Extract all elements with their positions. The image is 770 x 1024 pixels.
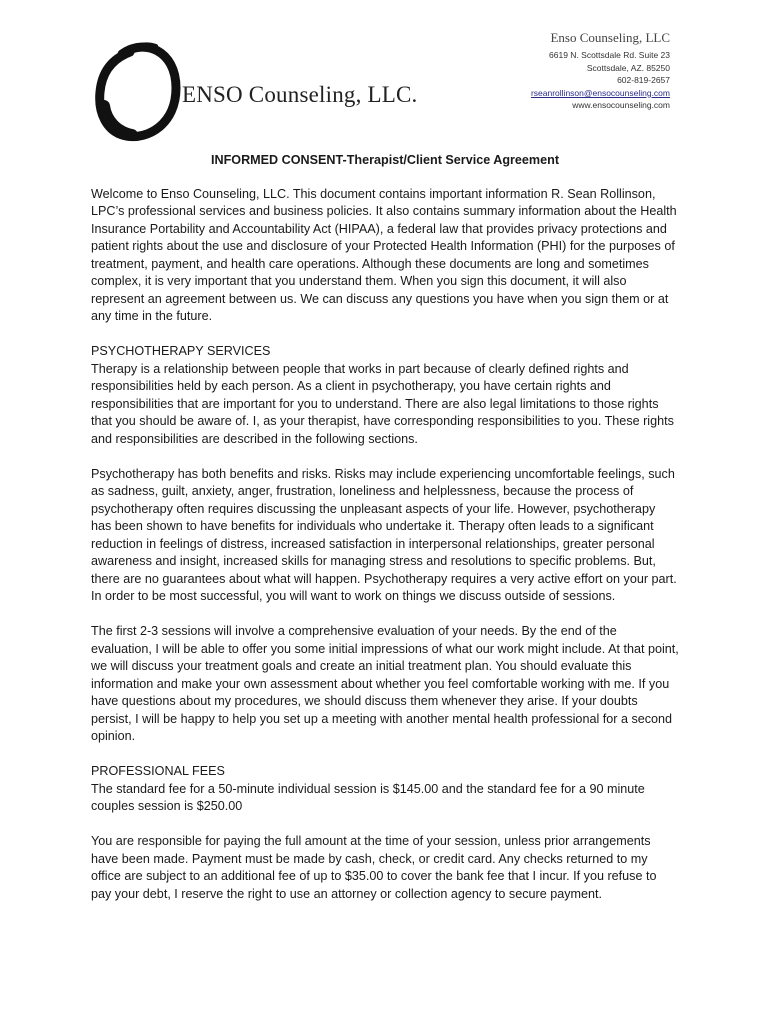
- company-name: Enso Counseling, LLC: [550, 30, 670, 45]
- intro-paragraph: Welcome to Enso Counseling, LLC. This document contains important information R. Sean Rollinson, LPC’s professional services and business policies. It also contains summary information about the Health Insurance Portability and Accountability Act (HIPAA), a federal law that provides privacy protections and patient rights about the use and disclosure of your Protected Health Information (PHI) for the purposes of treatment, payment, and health care operations. Although these documents are long and sometimes complex, it is very important that you understand them. When you sign this document, it will also represent an agreement between us. We can discuss any questions you have when you sign them or at any time in the future.: [91, 186, 677, 323]
- document-body: [91, 152, 679, 921]
- fees-paragraph-1: The standard fee for a 50-minute individual session is $145.00 and the standard fee for a 90 minute couples session is $250.00: [91, 781, 645, 813]
- logo-text: ENSO Counseling, LLC.: [182, 82, 418, 107]
- phone-number: 602-819-2657: [617, 75, 670, 86]
- psychotherapy-paragraph-3: The first 2-3 sessions will involve a comprehensive evaluation of your needs. By the end of the evaluation, I will be able to offer you some initial impressions of what our work might include. At that point, we will discuss your treatment goals and create an initial treatment plan. You should evaluate this information and make your own assessment about whether you feel comfortable working with me. If you have questions about my procedures, we should discuss them whenever they arise. If your doubts persist, I will be happy to help you set up a meeting with another mental health professional for a second opinion.: [91, 624, 679, 743]
- enso-circle-logo: [92, 36, 182, 144]
- document-title: INFORMED CONSENT-Therapist/Client Service Agreement: [210, 153, 560, 167]
- email-link[interactable]: rseanrollinson@ensocounseling.com: [530, 87, 670, 98]
- fees-paragraph-2: You are responsible for paying the full amount at the time of your session, unless prior arrangements have been made. Payment must be made by cash, check, or credit card. Any checks returned to my office are subject to an additional fee of up to $35.00 to cover the bank fee that I incur. If you refuse to pay your debt, I reserve the right to use an attorney or collection agency to secure payment.: [91, 834, 657, 901]
- psychotherapy-paragraph-2: Psychotherapy has both benefits and risks. Risks may include experiencing uncomfortable feelings, such as sadness, guilt, anxiety, anger, frustration, loneliness and helplessness, because the process of psychotherapy often requires discussing the unpleasant aspects of your life. However, psychotherapy has been shown to have benefits for individuals who undertake it. Therapy often leads to a significant reduction in feelings of distress, increased satisfaction in interpersonal relationships, greater personal awareness and insight, increased skills for managing stress and resolutions to specific problems. But, there are no guarantees about what will happen. Psychotherapy requires a very active effort on your part. In order to be most successful, you will want to work on things we discuss outside of sessions.: [91, 466, 677, 603]
- fees-heading: PROFESSIONAL FEES: [91, 764, 225, 778]
- address-line-1: 6619 N. Scottsdale Rd. Suite 23: [549, 50, 670, 60]
- website-link[interactable]: www.ensocounseling.com: [572, 100, 670, 111]
- contact-block: [410, 30, 670, 112]
- address-line-2: Scottsdale, AZ. 85250: [586, 62, 670, 73]
- psychotherapy-heading: PSYCHOTHERAPY SERVICES: [91, 344, 271, 358]
- psychotherapy-paragraph-1: Therapy is a relationship between people that works in part because of clearly defined rights and responsibilities held by each person. As a client in psychotherapy, you have certain rights and responsibilities that are important for you to understand. There are also legal limitations to those rights that you should be aware of. I, as your therapist, have corresponding responsibilities to you. These rights and responsibilities are described in the following sections.: [91, 361, 674, 446]
